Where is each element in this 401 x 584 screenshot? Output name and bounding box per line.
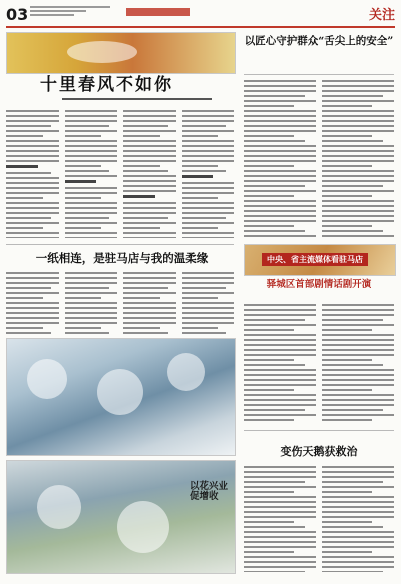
left-mid-headline: 一纸相连，是驻马店与我的温柔缘 xyxy=(35,251,209,265)
lead-column xyxy=(182,110,235,238)
left-mid-column xyxy=(65,272,118,334)
lead-column xyxy=(65,110,118,238)
lead-column xyxy=(6,110,59,238)
right-top-body xyxy=(244,80,394,238)
right-bottom-headline: 变伤天鹅获救治 xyxy=(280,445,358,458)
bottom-photo xyxy=(6,460,236,574)
paper-logo xyxy=(126,5,190,19)
issue-meta-lines xyxy=(30,6,110,18)
page-number: 03 xyxy=(6,5,29,24)
right-mid-column xyxy=(322,304,394,422)
workshop-photo xyxy=(6,338,236,456)
mid-divider xyxy=(6,244,234,245)
right-bottom-column xyxy=(322,466,394,572)
right-bottom-divider xyxy=(244,430,394,431)
masthead-rule xyxy=(6,26,395,28)
right-top-column xyxy=(244,80,316,238)
lead-headline: 十里春风不如你 xyxy=(40,75,173,95)
right-mid-body xyxy=(244,304,394,422)
left-mid-column xyxy=(6,272,59,334)
lead-body xyxy=(6,110,234,238)
bottom-photo-caption: 以花兴业 促增收 xyxy=(190,481,229,503)
masthead xyxy=(6,4,395,24)
right-top-column xyxy=(322,80,394,238)
section-name: 关注 xyxy=(368,8,395,23)
lead-banner-photo xyxy=(6,32,236,74)
right-bottom-body xyxy=(244,466,394,572)
left-mid-column xyxy=(123,272,176,334)
lead-column xyxy=(123,110,176,238)
right-mid-column xyxy=(244,304,316,422)
lead-subhead xyxy=(62,98,212,102)
left-mid-column xyxy=(182,272,235,334)
right-section-tag: 中央、省主流媒体看驻马店 xyxy=(262,253,368,266)
right-top-headline: 以匠心守护群众“舌尖上的安全” xyxy=(244,35,394,47)
right-mid-headline: 驿城区首部剧情话剧开演 xyxy=(266,279,372,290)
left-mid-body xyxy=(6,272,234,334)
right-bottom-column xyxy=(244,466,316,572)
right-top-divider xyxy=(244,74,394,75)
